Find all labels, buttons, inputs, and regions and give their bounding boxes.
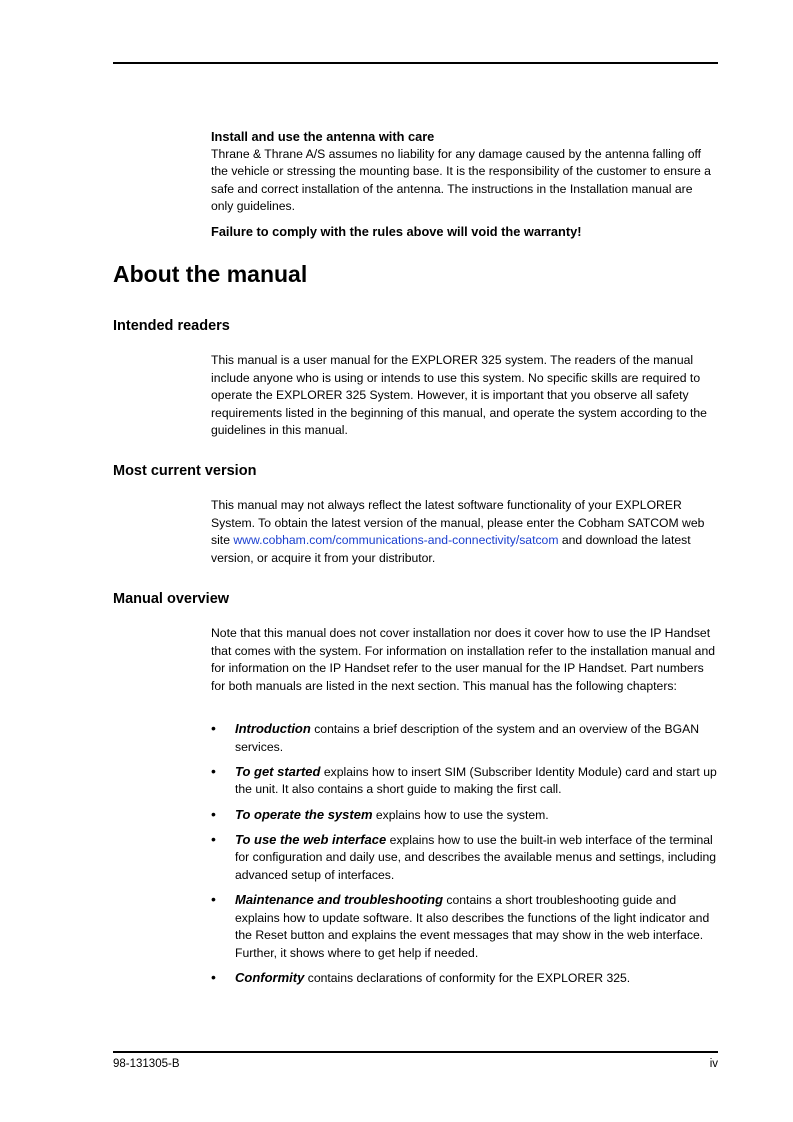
footer-rule bbox=[113, 1051, 718, 1053]
chapter-description: contains declarations of conformity for the EXPLORER 325. bbox=[304, 971, 631, 986]
chapter-description: contains a short troubleshooting guide and explains how to update software. It also describes the functions of the light indicator and the Reset button and explains the event messages that may show in the web interface. Further, it shows where to get help if needed. bbox=[235, 893, 710, 960]
chapter-title: To use the web interface bbox=[235, 831, 387, 847]
bullet-icon: • bbox=[211, 762, 216, 779]
list-item bbox=[211, 831, 718, 885]
chapter-description: explains how to use the system. bbox=[372, 807, 549, 822]
section-title: About the manual bbox=[113, 261, 308, 287]
chapter-title: Conformity bbox=[235, 970, 305, 986]
list-item bbox=[211, 806, 718, 825]
manual-overview-heading: Manual overview bbox=[113, 591, 230, 607]
chapter-title: To get started bbox=[235, 763, 321, 779]
antenna-heading: Install and use the antenna with care bbox=[211, 129, 435, 144]
cobham-satcom-link[interactable]: www.cobham.com/communications-and-connectivity/satcom bbox=[233, 533, 559, 548]
manual-overview-text: Note that this manual does not cover installation nor does it cover how to use the IP Handset that comes with the system. For information on installation refer to the installation manual and for information on the IP Handset refer to the user manual for the IP Handset. Part numbers for both manuals are listed in the next section. This manual has the following chapters: bbox=[211, 626, 716, 693]
bullet-icon: • bbox=[211, 805, 216, 822]
most-current-text-before: This manual may not always reflect the latest software functionality of your EXPLORER System. To obtain the latest version of the manual, please enter the Cobham SATCOM web site bbox=[211, 498, 705, 548]
intended-readers-heading: Intended readers bbox=[113, 318, 230, 334]
intended-readers-body bbox=[211, 352, 718, 440]
most-current-text-after: and download the latest version, or acquire it from your distributor. bbox=[211, 533, 691, 565]
warranty-warning: Failure to comply with the rules above will void the warranty! bbox=[211, 224, 582, 239]
list-item bbox=[211, 969, 718, 988]
intended-readers-text: This manual is a user manual for the EXPLORER 325 system. The readers of the manual include anyone who is using or intends to use this system. No specific skills are required to operate the EXPLORER 325 System. However, it is important that you observe all safety requirements listed in the beginning of this manual, and operate the system according to the guidelines in this manual. bbox=[211, 353, 707, 438]
bullet-icon: • bbox=[211, 720, 216, 736]
list-item bbox=[211, 891, 718, 962]
antenna-section bbox=[211, 128, 718, 216]
chapter-title: To operate the system bbox=[235, 806, 373, 822]
antenna-body: Thrane & Thrane A/S assumes no liability for any damage caused by the antenna falling off the vehicle or stressing the mounting base. It is the responsibility of the customer to ensure a safe and correct installation of the antenna. The instructions in the Installation manual are only guidelines. bbox=[211, 146, 711, 214]
chapter-list bbox=[211, 720, 718, 994]
chapter-description: contains a brief description of the system and an overview of the BGAN services. bbox=[235, 722, 699, 754]
bullet-icon: • bbox=[211, 969, 216, 986]
most-current-body bbox=[211, 497, 718, 567]
chapter-title: Maintenance and troubleshooting bbox=[235, 892, 444, 908]
most-current-heading: Most current version bbox=[113, 463, 257, 479]
list-item bbox=[211, 763, 718, 799]
document-number: 98-131305-B bbox=[113, 1058, 180, 1070]
bullet-icon: • bbox=[211, 830, 216, 847]
chapter-description: explains how to use the built-in web interface of the terminal for configuration and daily use, and describes the available menus and settings, including advanced setup of interfaces. bbox=[235, 832, 717, 882]
chapter-description: explains how to insert SIM (Subscriber Identity Module) card and start up the unit. It also contains a short guide to making the first call. bbox=[235, 764, 717, 797]
chapter-title: Introduction bbox=[235, 721, 311, 736]
header-rule bbox=[113, 62, 718, 64]
list-item bbox=[211, 720, 718, 756]
manual-overview-intro bbox=[211, 625, 718, 695]
page-number: iv bbox=[709, 1058, 718, 1070]
bullet-icon: • bbox=[211, 891, 216, 908]
